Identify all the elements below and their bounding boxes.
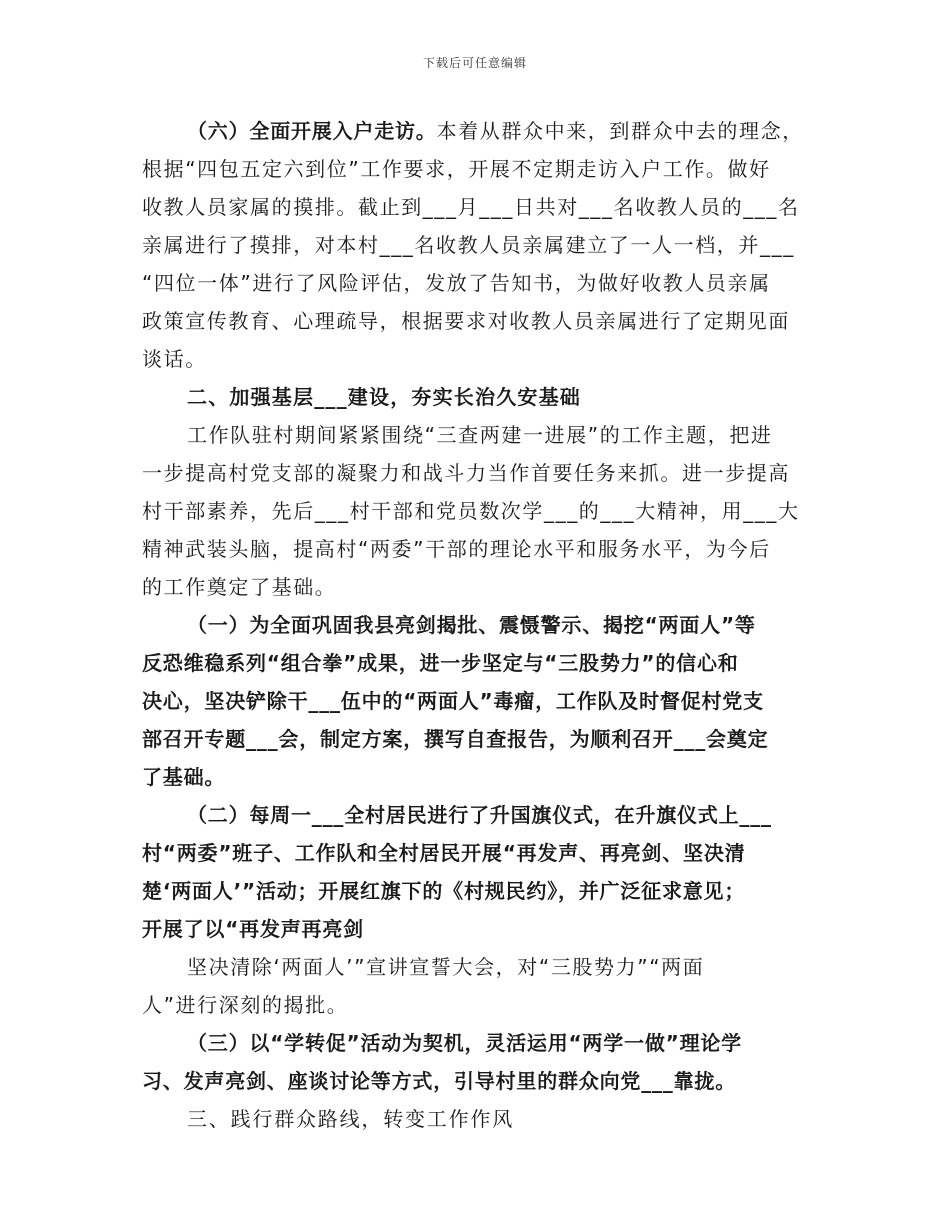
text-line: （二）每周一___全村居民进行了升国旗仪式，在升旗仪式上___ [187, 803, 772, 827]
text-line: 部召开专题___会，制定方案，撰写自查报告，为顺利召开___会奠定 [142, 727, 769, 751]
text-line: 村干部素养，先后___村干部和党员数次学___的___大精神，用___大 [142, 499, 800, 523]
text-line: 一步提高村党支部的凝聚力和战斗力当作首要任务来抓。进一步提高 [142, 461, 790, 485]
text-line: 坚决清除‘两面人’”宣讲宣誓大会，对“三股势力”“两面 [187, 955, 705, 979]
paragraph-work-team [142, 416, 812, 606]
text-line: 精神武装头脑，提高村“两委”干部的理论水平和服务水平，为今后 [142, 537, 771, 561]
text-line: 了基础。 [142, 765, 226, 789]
text-line: 开展了以“再发声再亮剑 [142, 917, 364, 941]
text-line: 亲属进行了摸排，对本村___名收教人员亲属建立了一人一档，并___ [142, 233, 795, 257]
paragraph-item-three [142, 1024, 812, 1100]
text-line: 工作队驻村期间紧紧围绕“三查两建一进展”的工作主题，把进 [187, 423, 773, 447]
text-line: 决心，坚决铲除干___伍中的“两面人”毒瘤，工作队及时督促村党支 [142, 689, 764, 713]
section-title: 二、加强基层___建设，夯实长治久安基础 [187, 385, 581, 409]
paragraph-lead: （六）全面开展入户走访。 [187, 119, 437, 143]
text-line: 收教人员家属的摸排。截止到___月___日共对___名收教人员的___名 [142, 195, 800, 219]
text-line: 政策宣传教育、心理疏导，根据要求对收教人员亲属进行了定期见面 [142, 309, 790, 333]
text-line: （一）为全面巩固我县亮剑揭批、震慑警示、揭挖“两面人”等 [187, 613, 756, 637]
text-line: 村“两委”班子、工作队和全村居民开展“再发声、再亮剑、坚决清 [142, 841, 746, 865]
section-heading-three [142, 1100, 812, 1138]
section-title: 三、践行群众路线，转变工作作风 [187, 1107, 514, 1131]
text-line: 人”进行深刻的揭批。 [142, 993, 349, 1017]
paragraph-rally [142, 948, 812, 1024]
text-line: 谈话。 [142, 347, 207, 371]
paragraph-six-home-visits [142, 112, 812, 378]
text-line: （三）以“学转促”活动为契机，灵活运用“两学一做”理论学 [187, 1031, 742, 1055]
text-line: 根据“四包五定六到位”工作要求，开展不定期走访入户工作。做好 [142, 157, 771, 181]
text-line: 反恐维稳系列“组合拳”成果，进一步坚定与“三股势力”的信心和 [142, 651, 739, 675]
paragraph-item-one [142, 606, 812, 796]
paragraph-item-two [142, 796, 812, 948]
text-line: （六）全面开展入户走访。本着从群众中来，到群众中去的理念， [187, 119, 804, 143]
page-header: 下载后可任意编辑 [422, 56, 527, 70]
document-body [142, 112, 812, 1138]
text-line: 楚‘两面人’”活动；开展红旗下的《村规民约》，并广泛征求意见； [142, 879, 746, 903]
section-heading-two [142, 378, 812, 416]
text-line: “四位一体”进行了风险评估，发放了告知书，为做好收教人员亲属 [142, 271, 771, 295]
text-line: 习、发声亮剑、座谈讨论等方式，引导村里的群众向党___靠拢。 [142, 1069, 736, 1093]
text-line: 的工作奠定了基础。 [142, 575, 337, 599]
